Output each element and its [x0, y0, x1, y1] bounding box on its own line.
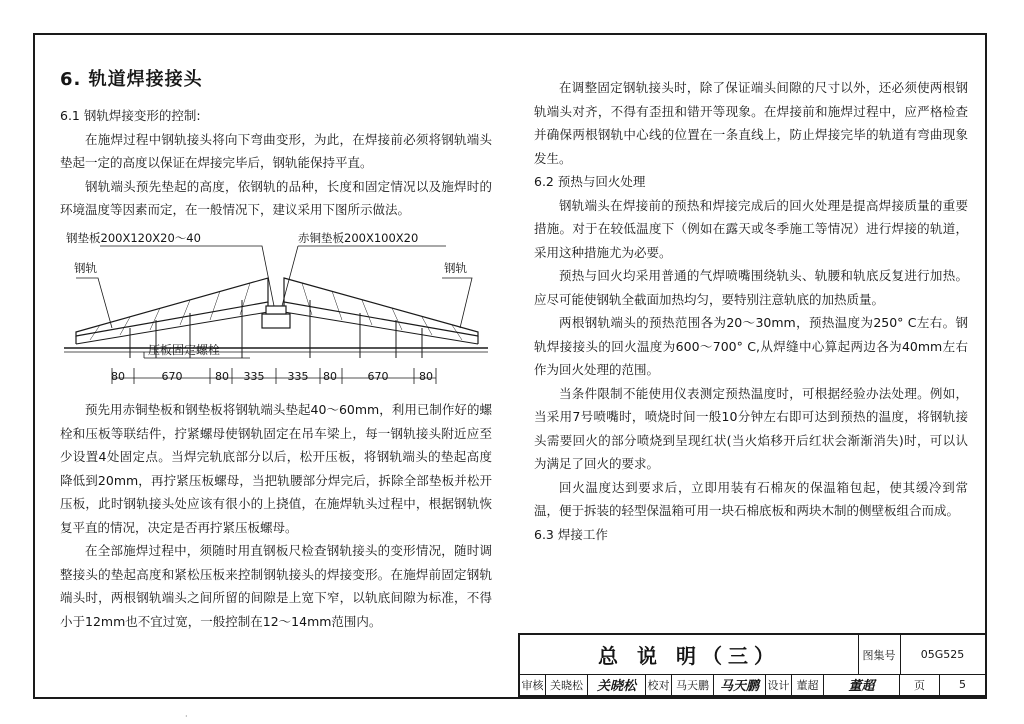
left-column	[60, 70, 492, 222]
scan-mark: ·	[185, 712, 188, 721]
designer-name: 董超	[792, 674, 824, 695]
subsection-6-2-heading: 6.2 预热与回火处理	[534, 174, 646, 189]
copper-pad	[266, 306, 286, 314]
right-column	[534, 76, 968, 546]
designer-signature: 董超	[824, 674, 900, 695]
reviewer-name: 关晓松	[546, 674, 588, 695]
dim-label: 670	[161, 370, 183, 383]
atlas-number-label: 图集号	[858, 635, 901, 674]
label-copper-pad: 赤铜垫板200X100X20	[298, 231, 419, 245]
dim-label: 80	[323, 370, 337, 383]
review-label: 审核	[520, 674, 546, 695]
paragraph: 钢轨端头在焊接前的预热和焊接完成后的回火处理是提高焊接质量的重要措施。对于在较低温度下（例如在露天或冬季施工等情况）进行焊接的轨道，采用这种措施尤为必要。	[534, 197, 968, 260]
dim-label: 80	[111, 370, 125, 383]
title-block	[518, 633, 987, 697]
subsection-6-3-heading: 6.3 焊接工作	[534, 526, 608, 542]
atlas-number: 05G525	[920, 648, 965, 661]
paragraph: 在施焊过程中钢轨接头将向下弯曲变形，为此，在焊接前必须将钢轨端头垫起一定的高度以保证在焊接完毕后，钢轨能保持平直。	[60, 131, 492, 170]
label-rail-right: 钢轨	[444, 261, 467, 275]
paragraph: 在全部施焊过程中，须随时用直钢板尺检查钢轨接头的变形情况，随时调整接头的垫起高度和紧松压板来控制钢轨接头的焊接变形。在施焊前固定钢轨端头时，两根钢轨端头之间所留的间隙是上宽下窄，以轨底间隙为标准，不得小于12mm也不宜过宽，一般控制在12～14mm范围内。	[60, 543, 492, 629]
left-rail	[76, 278, 268, 336]
steel-pad	[262, 314, 290, 328]
paragraph: 在调整固定钢轨接头时，除了保证端头间隙的尺寸以外，还必须使两根钢轨端头对齐，不得有歪扭和错开等现象。在焊接前和施焊过程中，应严格检查并确保两根钢轨中心线的位置在一条直线上，防止焊接完毕的轨道有弯曲现象发生。	[534, 80, 968, 166]
paragraph: 当条件限制不能使用仪表测定预热温度时，可根据经验办法处理。例如，当采用7号喷嘴时，喷烧时间一般10分钟左右即可达到预热的温度，将钢轨接头需要回火的部分喷烧到呈现红状(当火焰移开后红状会渐渐消失)时，可以认为满足了回火的要求。	[534, 385, 968, 471]
right-rail	[284, 278, 478, 336]
label-bolt: 压板固定螺栓	[148, 343, 221, 357]
page-number: 5	[959, 678, 966, 691]
page-label: 页	[900, 674, 940, 695]
title-block-row	[520, 635, 985, 675]
signature-row	[520, 674, 985, 695]
design-label: 设计	[766, 674, 792, 695]
paragraph: 预热与回火均采用普通的气焊喷嘴围绕轨头、轨腰和轨底反复进行加热。应尽可能使钢轨全截面加热均匀，要特别注意轨底的加热质量。	[534, 268, 968, 307]
dim-label: 80	[215, 370, 229, 383]
sheet-title: 总 说 明（三）	[520, 635, 859, 674]
section-title: 6. 轨道焊接接头	[60, 69, 203, 90]
paragraph: 两根钢轨端头的预热范围各为20～30mm，预热温度为250° C左右。钢轨焊接接头的回火温度为600～700° C,从焊缝中心算起两边各为40mm左右作为回火处理的范围。	[534, 315, 968, 377]
dim-label: 80	[419, 370, 433, 383]
checker-name: 马天鹏	[672, 674, 714, 695]
paragraph: 钢轨端头预先垫起的高度，依钢轨的品种，长度和固定情况以及施焊时的环境温度等因素而定，在一般情况下，建议采用下图所示做法。	[60, 178, 492, 217]
label-rail-left: 钢轨	[74, 261, 97, 275]
dim-label: 335	[287, 370, 309, 383]
check-label: 校对	[646, 674, 672, 695]
checker-signature: 马天鹏	[714, 674, 766, 695]
reviewer-signature: 关晓松	[588, 674, 646, 695]
paragraph: 预先用赤铜垫板和钢垫板将钢轨端头垫起40～60mm，利用已制作好的螺栓和压板等联结件，拧紧螺母使钢轨固定在吊车梁上，每一钢轨接头附近应至少设置4处固定点。当焊完轨底部分以后，松开压板，将钢轨端头的垫起高度降低到20mm，再拧紧压板螺母，当把轨腰部分焊完后，拆除全部垫板并松开压板，此时钢轨接头处应该有很小的上挠值，在施焊轨头过程中，根据钢轨恢复平直的情况，决定是否再拧紧压板螺母。	[60, 402, 492, 535]
left-column-lower	[60, 398, 492, 633]
paragraph: 回火温度达到要求后，立即用装有石棉灰的保温箱包起，使其缓冷到常温，便于拆装的轻型保温箱可用一块石棉底板和两块木制的侧壁板组合而成。	[534, 479, 968, 518]
dim-label: 335	[243, 370, 265, 383]
subsection-6-1-heading: 6.1 钢轨焊接变形的控制:	[60, 108, 201, 123]
label-steel-pad: 钢垫板200X120X20～40	[66, 231, 201, 245]
rail-welding-diagram	[60, 228, 492, 390]
dim-label: 670	[367, 370, 389, 383]
